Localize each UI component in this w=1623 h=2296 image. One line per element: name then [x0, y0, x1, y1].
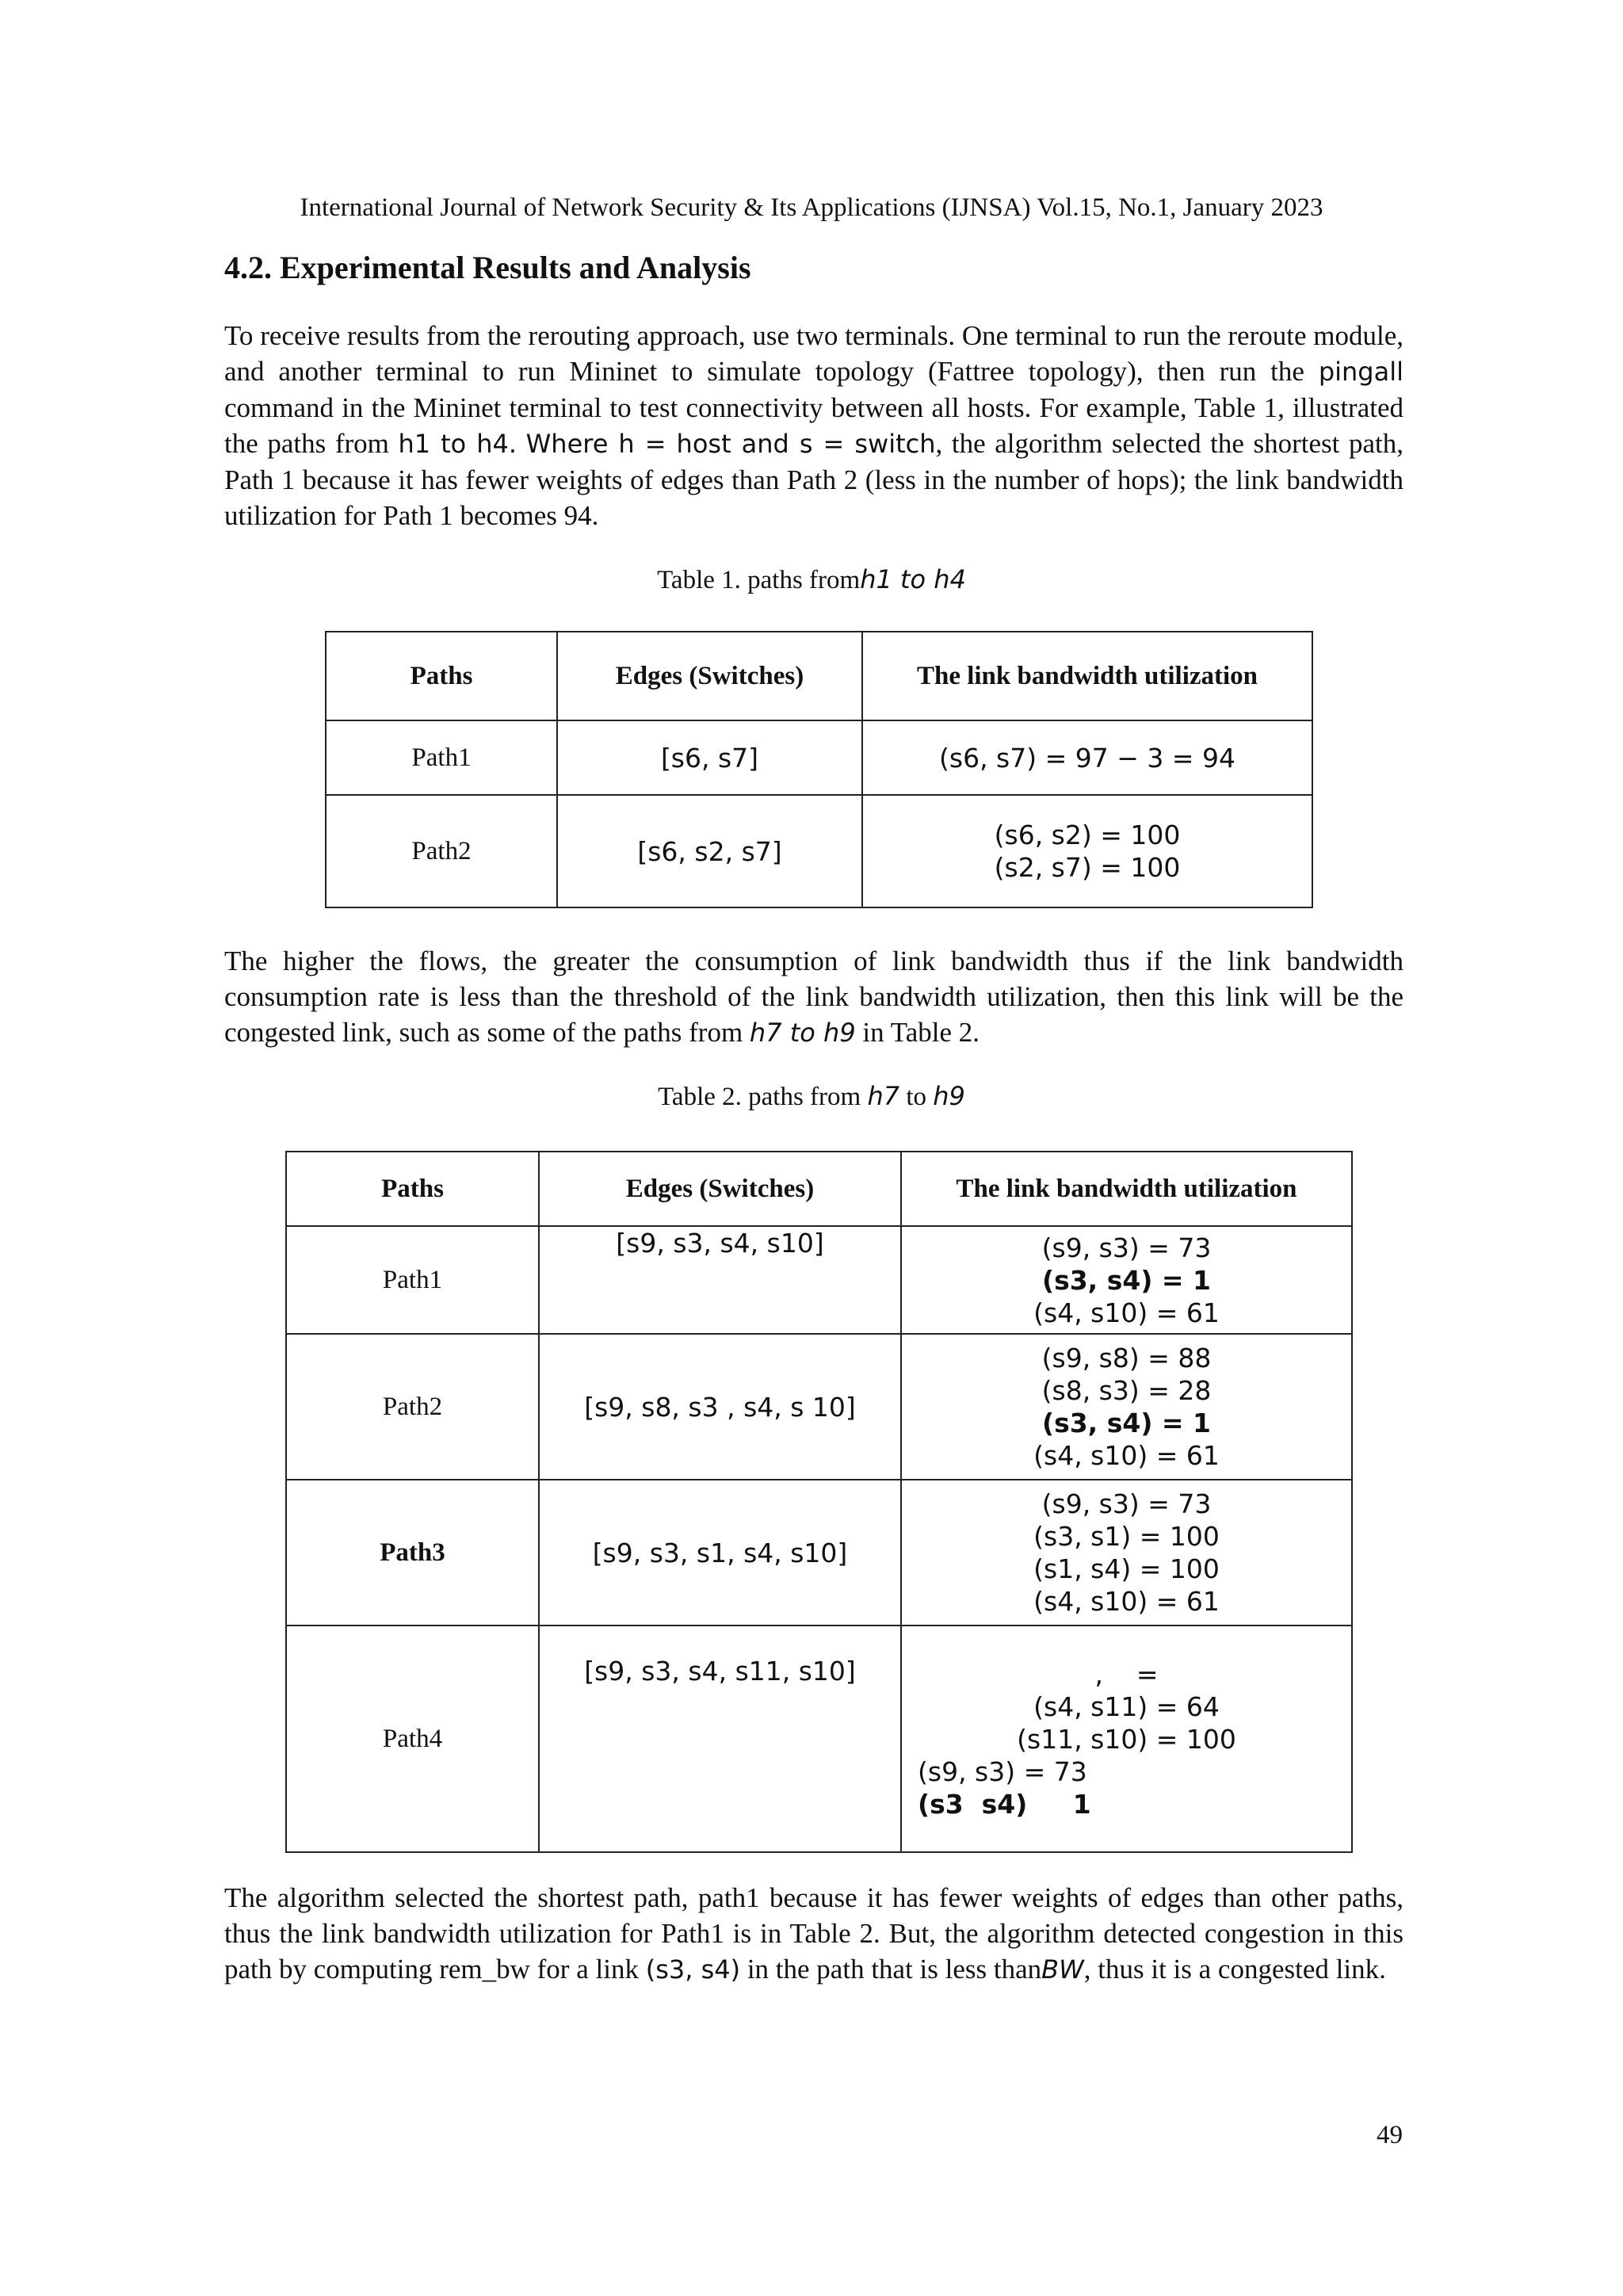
util-line-bold-text: (s3, s4) = 1: [1042, 1408, 1211, 1438]
table1-path: Path2: [326, 795, 557, 907]
util-line: (s9, s3) = 73: [1041, 1232, 1212, 1263]
util-line: (s2, s7) = 100: [994, 852, 1181, 883]
table2-caption: [0, 1081, 1623, 1112]
table1-header-paths: Paths: [326, 632, 557, 720]
table1-header-util: The link bandwidth utilization: [862, 632, 1312, 720]
para3-math-bw: BW: [1041, 1954, 1084, 1985]
table1-path: Path1: [326, 720, 557, 795]
util-line: (s9, s8) = 88: [1041, 1343, 1212, 1373]
table2-util: [901, 1480, 1352, 1626]
table2-header-row: [286, 1152, 1352, 1226]
para2-text-b: in Table 2.: [862, 1017, 980, 1048]
para3-text-b: in the path that is less than: [747, 1954, 1042, 1985]
paragraph-conclusion: [224, 1880, 1403, 1988]
table-row: [286, 1226, 1352, 1334]
util-line: (s4, s10) = 61: [1033, 1297, 1220, 1328]
util-line: (s4, s10) = 61: [1033, 1586, 1220, 1617]
table1-header-edges: Edges (Switches): [557, 632, 862, 720]
table2-path: Path4: [286, 1626, 539, 1852]
table2-caption-math-1: h7: [867, 1081, 900, 1111]
para3-text-a: The algorithm selected the shortest path, path1 because it has fewer weights of edges than other paths, thus the link bandwidth utilization for Path1 is in Table 2. But, the algorithm detected congestion in this path by computing rem_bw for a link: [224, 1882, 1403, 1985]
section-title: 4.2. Experimental Results and Analysis: [224, 250, 751, 285]
util-line: (s1, s4) = 100: [1033, 1553, 1220, 1584]
table2-util: [901, 1226, 1352, 1334]
util-line: (s9, s3) = 73: [918, 1755, 1087, 1787]
para3-text-c: , thus it is a congested link.: [1083, 1954, 1386, 1985]
table-row: [326, 720, 1312, 795]
table2-edges: [s9, s3, s4, s11, s10]: [539, 1626, 901, 1852]
paragraph-intro: [224, 318, 1403, 533]
page-number: 49: [1377, 2121, 1403, 2149]
table-row: [286, 1626, 1352, 1852]
util-line-bold: [902, 1788, 1351, 1820]
para3-math-link: (s3, s4): [645, 1954, 741, 1985]
util-line-bold: [902, 1264, 1351, 1297]
table1-util: [862, 795, 1312, 907]
para2-text-a: The higher the flows, the greater the consumption of link bandwidth thus if the link bandwidth consumption rate is less than the threshold of the link bandwidth utilization, then this link will be the congested link, such as some of the paths from: [224, 946, 1403, 1048]
util-line-bold-text: (s3 s4) 1: [918, 1788, 1091, 1820]
table-1: [325, 631, 1313, 908]
table2-header-util: The link bandwidth utilization: [901, 1152, 1352, 1226]
para1-text-c: , the algorithm selected the shortest path, Path 1 because it has fewer weights of edges than Path 2 (less in the number of hops); the link bandwidth utilization for Path 1 becomes 94.: [224, 428, 1404, 531]
util-line: , =: [1094, 1658, 1159, 1690]
table1-header-row: [326, 632, 1312, 720]
util-line: (s3, s1) = 100: [1033, 1521, 1220, 1552]
table-row: [286, 1334, 1352, 1480]
table1-edges: [s6, s7]: [557, 720, 862, 795]
table1-util: [862, 720, 1312, 795]
para1-math-hosts: h1 to h4.: [398, 429, 517, 459]
util-line: (s8, s3) = 28: [1041, 1375, 1212, 1406]
table2-caption-text: Table 2. paths from: [658, 1083, 861, 1111]
util-line-bold-text: (s3, s4) = 1: [1042, 1264, 1211, 1296]
para2-math: h7 to h9: [749, 1018, 856, 1048]
util-line: (s4, s11) = 64: [1033, 1690, 1220, 1722]
table2-edges: [s9, s8, s3 , s4, s 10]: [539, 1334, 901, 1480]
table-row: [286, 1480, 1352, 1626]
pingall-command: pingall: [1318, 357, 1403, 387]
table2-path: Path1: [286, 1226, 539, 1334]
table1-edges: [s6, s2, s7]: [557, 795, 862, 907]
table1-caption-math: h1 to h4: [860, 564, 966, 594]
table2-header-edges: Edges (Switches): [539, 1152, 901, 1226]
table2-path: Path2: [286, 1334, 539, 1480]
paragraph-congestion: [224, 943, 1403, 1051]
table1-caption-text: Table 1. paths from: [657, 566, 861, 594]
util-line: (s6, s7) = 97 − 3 = 94: [939, 742, 1235, 774]
para1-text-a: To receive results from the rerouting approach, use two terminals. One terminal to run the reroute module, and another terminal to run Mininet to simulate topology (Fattree topology), then run the: [224, 320, 1403, 387]
util-line: (s6, s2) = 100: [994, 819, 1181, 850]
table2-edges: [s9, s3, s4, s10]: [539, 1226, 901, 1334]
table2-util: [901, 1626, 1352, 1852]
table2-caption-to: to: [906, 1083, 927, 1111]
table-row: [326, 795, 1312, 907]
table1-caption: [0, 564, 1623, 595]
util-line: (s11, s10) = 100: [1017, 1723, 1236, 1755]
table2-edges: [s9, s3, s1, s4, s10]: [539, 1480, 901, 1626]
table-2: [285, 1151, 1353, 1853]
util-line: (s4, s10) = 61: [1033, 1440, 1220, 1471]
util-line: (s9, s3) = 73: [1041, 1488, 1212, 1519]
util-line-bold: [902, 1407, 1351, 1439]
para1-math-definition: Where h = host and s = switch: [525, 429, 936, 459]
table2-caption-math-2: h9: [933, 1081, 965, 1111]
para1-text-b: command in the Mininet terminal to test connectivity between all hosts. For example, Table 1, illustrated the paths from: [224, 392, 1403, 459]
table2-path: Path3: [286, 1480, 539, 1626]
journal-header: International Journal of Network Security & Its Applications (IJNSA) Vol.15, No.1, January 2023: [300, 193, 1323, 222]
table2-header-paths: Paths: [286, 1152, 539, 1226]
table2-util: [901, 1334, 1352, 1480]
